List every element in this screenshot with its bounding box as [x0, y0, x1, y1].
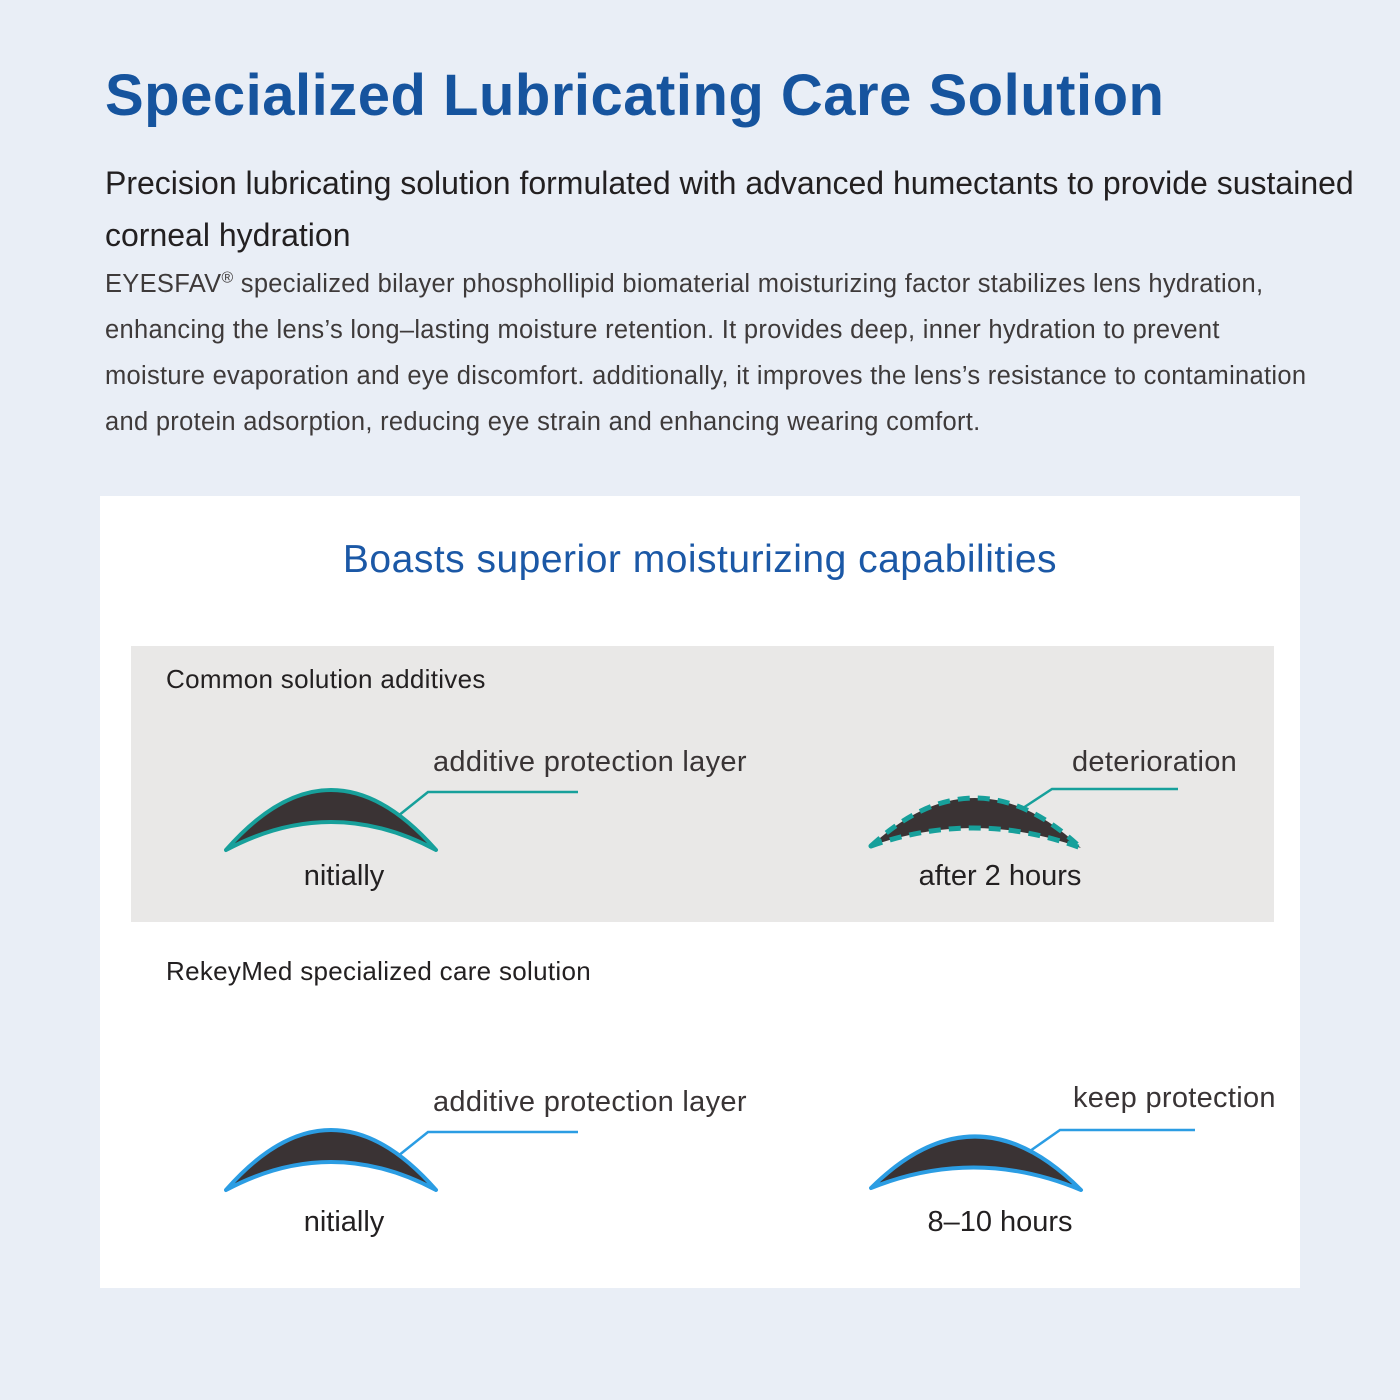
lens-deteriorated-diagram [865, 780, 1185, 860]
moisturizing-capabilities-card [100, 496, 1300, 1288]
callout-label-additive-layer-common: additive protection layer [433, 746, 747, 778]
page-subtitle: Precision lubricating solution formulated with advanced humectants to provide sustained corneal hydration [105, 165, 1354, 253]
page-title: Specialized Lubricating Care Solution [105, 63, 1165, 128]
callout-line-deterioration [1023, 789, 1178, 808]
lens-shape-keep-protection [871, 1136, 1081, 1190]
lens-shape-deteriorated [871, 798, 1081, 848]
lens-shape-initial-rekeymed [226, 1130, 436, 1190]
lens-initial-rekeymed-diagram [220, 1120, 580, 1200]
lens-keep-protection-diagram [865, 1120, 1205, 1200]
caption-after-2-hours: after 2 hours [918, 860, 1082, 892]
rekeymed-solution-label: RekeyMed specialized care solution [166, 956, 591, 986]
common-additives-label: Common solution additives [166, 664, 486, 694]
caption-initially-rekeymed: nitially [303, 1206, 385, 1238]
card-title: Boasts superior moisturizing capabilities [342, 538, 1058, 581]
lens-initial-common-diagram [220, 780, 580, 860]
caption-initially-common: nitially [303, 860, 385, 892]
callout-line-initial-rekeymed [398, 1132, 578, 1156]
registered-mark: ® [221, 269, 234, 287]
callout-line-keep-protection [1030, 1130, 1195, 1151]
caption-8-10-hours: 8–10 hours [927, 1206, 1073, 1238]
callout-label-additive-layer-rekeymed: additive protection layer [433, 1086, 747, 1118]
brand-name: EYESFAV [105, 270, 222, 298]
callout-label-deterioration: deterioration [1072, 746, 1238, 778]
page-description [105, 262, 1320, 446]
callout-label-keep-protection: keep protection [1073, 1082, 1276, 1114]
description-text: specialized bilayer phosphollipid biomaterial moisturizing factor stabilizes lens hydration, enhancing the lens’s long–lasting moisture retention. It provides deep, inner hydration to prevent moisture evaporation and eye discomfort. additionally, it improves the lens’s resistance to contamination and protein adsorption, reducing eye strain and enhancing wearing comfort. [105, 270, 1307, 436]
callout-line-initial-common [398, 792, 578, 816]
lens-shape-initial-common [226, 790, 436, 850]
